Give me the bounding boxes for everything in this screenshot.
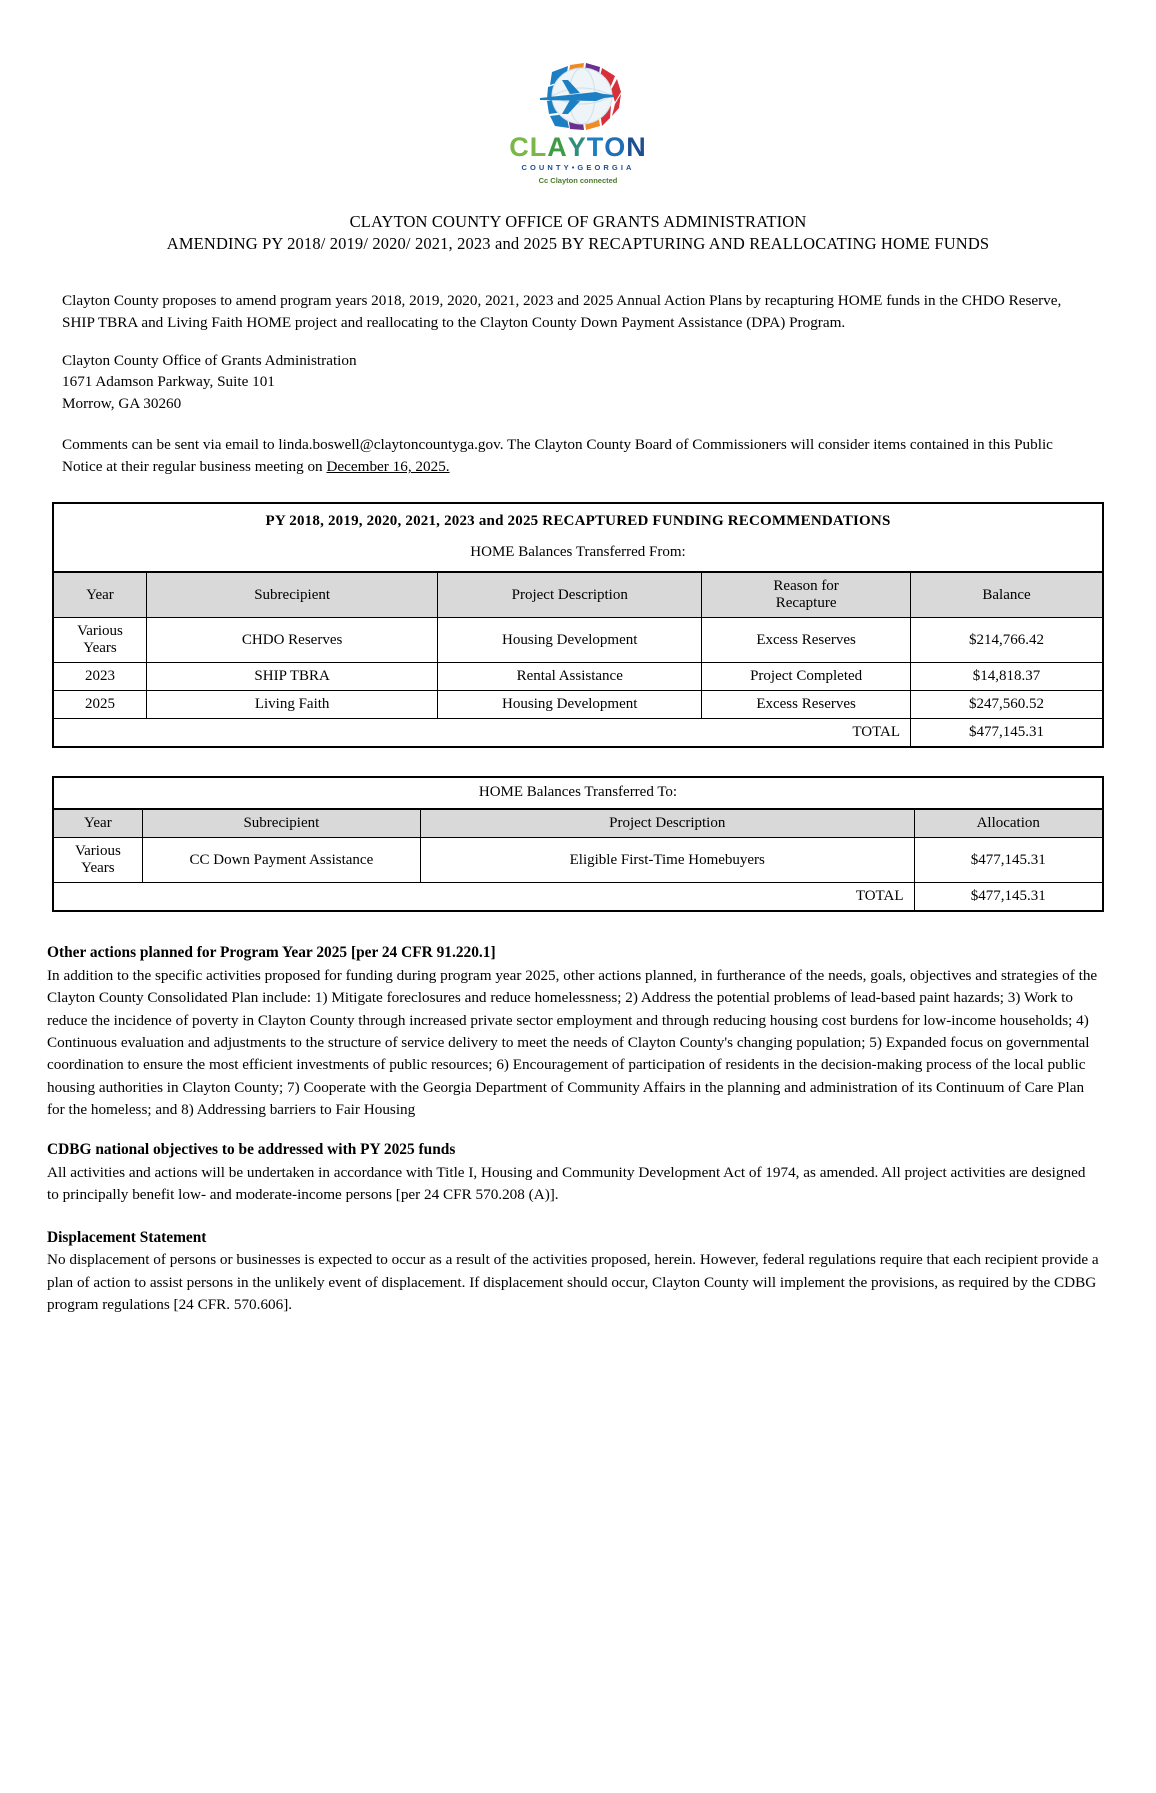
table-transferred-to [52,776,1104,912]
col-header-project-description: Project Description [438,572,702,618]
table-to-header-row [53,809,1103,838]
total-label: TOTAL [53,719,911,748]
cell-balance: $214,766.42 [911,618,1103,663]
col-header-balance: Balance [911,572,1103,618]
section-displacement-statement [47,1227,1100,1317]
reason-header-line2: Recapture [775,595,837,612]
cell-reason: Excess Reserves [702,618,911,663]
table-to-total-row [53,883,1103,912]
col-header-allocation: Allocation [914,809,1103,838]
cell-year [53,838,142,883]
table-spacer [52,748,1104,776]
section-body: In addition to the specific activities proposed for funding during program year 2025, other actions planned, in furtherance of the needs, goals, objectives and strategies of the Clayton County Consolidated Plan include: 1) Mitigate foreclosures and reduce homelessness; 2) Address the potential problems of lead-based paint hazards; 3) Work to reduce the incidence of poverty in Clayton County through increased private sector employment and through reducing housing cost burdens for low-income households; 4) Continuous evaluation and adjustments to the structure of service delivery to meet the needs of Clayton County's changing population; 5) Expanded focus on governmental coordination to ensure the most efficient investments of public resources; 6) Encouragement of participation of residents in the decision-making process of the local public housing authorities in Clayton County; 7) Cooperate with the Georgia Department of Community Affairs in the planning and administration of its Continuum of Care Plan for the homeless; and 8) Addressing barriers to Fair Housing [47,966,1098,1119]
clayton-globe-airplane-icon [522,58,634,136]
year-line1: Various [77,623,123,640]
cell-subrecipient: CHDO Reserves [146,618,437,663]
table-banner-row [53,503,1103,572]
col-header-year: Year [53,809,142,838]
col-header-project-description: Project Description [421,809,915,838]
total-value: $477,145.31 [914,883,1103,912]
table-transferred-from [52,502,1104,748]
year-line2: Years [83,640,117,657]
cell-subrecipient: CC Down Payment Assistance [142,838,420,883]
cell-reason: Project Completed [702,663,911,691]
col-header-reason-for-recapture [702,572,911,618]
cell-subrecipient: Living Faith [146,691,437,719]
address-block [62,350,1096,415]
section-cdbg-objectives [47,1139,1100,1206]
table-row [53,838,1103,883]
year-line1: Various [74,843,121,860]
document-body [0,290,1156,479]
section-heading: Other actions planned for Program Year 2025 [per 24 CFR 91.220.1] [47,944,496,962]
total-label: TOTAL [53,883,914,912]
cell-allocation: $477,145.31 [914,838,1103,883]
meeting-date: December 16, 2025. [326,458,450,476]
section-heading: CDBG national objectives to be addressed with PY 2025 funds [47,1141,456,1159]
comments-text: Comments can be sent via email to linda.boswell@claytoncountyga.gov. The Clayton County Board of Commissioners will consider items contained in this Public Notice at their regular business meeting on [62,436,1053,476]
intro-paragraph: Clayton County proposes to amend program years 2018, 2019, 2020, 2021, 2023 and 2025 Annual Action Plans by recapturing HOME funds in the CHDO Reserve, SHIP TBRA and Living Faith HOME project and reallocating to the Clayton County Down Payment Assistance (DPA) Program. [62,291,1062,331]
cell-balance: $247,560.52 [911,691,1103,719]
address-line-1: Clayton County Office of Grants Administration [62,351,357,369]
total-value: $477,145.31 [911,719,1103,748]
comments-paragraph [62,434,1096,478]
table-from-banner-line2: HOME Balances Transferred From: [470,544,686,561]
cell-year: 2025 [53,691,146,719]
section-body: No displacement of persons or businesses is expected to occur as a result of the activities proposed, herein. However, federal regulations require that each recipient provide a plan of action to assist persons in the unlikely event of displacement. If displacement should occur, Clayton County will implement the provisions, as required by the CDBG program regulations [24 CFR. 570.606]. [47,1251,1099,1313]
table-row [53,691,1103,719]
logo-tagline: Cc Clayton connected [538,176,618,185]
section-body: All activities and actions will be undertaken in accordance with Title I, Housing and Community Development Act of 1974, as amended. All project activities are designed to principally benefit low- and moderate-income persons [per 24 CFR 570.208 (A)]. [47,1163,1086,1204]
table-row [53,663,1103,691]
section-heading: Displacement Statement [47,1228,207,1246]
cell-balance: $14,818.37 [911,663,1103,691]
year-line2: Years [81,860,115,877]
table-to-banner: HOME Balances Transferred To: [53,777,1103,809]
tables-region [0,502,1156,912]
table-from-banner [53,503,1103,572]
table-from-banner-line1: PY 2018, 2019, 2020, 2021, 2023 and 2025 RECAPTURED FUNDING RECOMMENDATIONS [265,513,891,530]
narrative-sections [0,942,1156,1316]
table-banner-row [53,777,1103,809]
cell-year [53,618,146,663]
cell-project: Rental Assistance [438,663,702,691]
table-from-header-row [53,572,1103,618]
address-line-3: Morrow, GA 30260 [62,394,182,412]
logo-subtext: COUNTY•GEORGIA [521,163,635,172]
page-title [0,211,1156,256]
cell-project: Housing Development [438,691,702,719]
logo-wordmark: CLAYTON [509,132,647,162]
cell-subrecipient: SHIP TBRA [146,663,437,691]
col-header-year: Year [53,572,146,618]
table-row [53,618,1103,663]
table-from-total-row [53,719,1103,748]
page-title-line2: AMENDING PY 2018/ 2019/ 2020/ 2021, 2023 and 2025 BY RECAPTURING AND REALLOCATING HOME FUNDS [166,234,990,254]
cell-year: 2023 [53,663,146,691]
cell-reason: Excess Reserves [702,691,911,719]
address-line-2: 1671 Adamson Parkway, Suite 101 [62,373,275,391]
col-header-subrecipient: Subrecipient [146,572,437,618]
section-other-actions [47,942,1100,1121]
cell-project: Eligible First-Time Homebuyers [421,838,915,883]
page-title-line1: CLAYTON COUNTY OFFICE OF GRANTS ADMINISTRATION [349,212,807,231]
county-logo-block [0,0,1156,185]
cell-project: Housing Development [438,618,702,663]
col-header-subrecipient: Subrecipient [142,809,420,838]
reason-header-line1: Reason for [773,578,839,595]
